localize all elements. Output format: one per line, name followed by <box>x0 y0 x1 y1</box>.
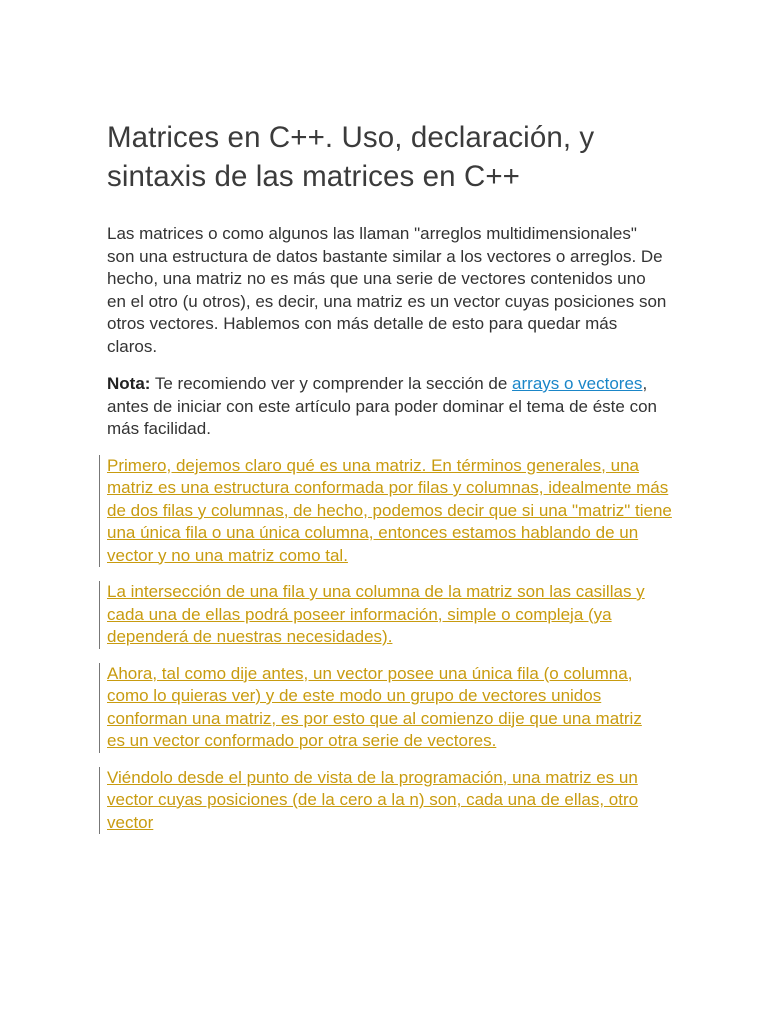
quote-paragraph-2[interactable]: La intersección de una fila y una columna de la matriz son las casillas y cada una de ellas podrá poseer información, simple o compleja (ya dependerá de nuestras necesidades). <box>107 581 647 649</box>
note-text-before-link: Te recomiendo ver y comprender la sección de <box>150 374 513 393</box>
arrays-vectores-link[interactable]: arrays o vectores <box>512 374 643 393</box>
article-title: Matrices en C++. Uso, declaración, y sintaxis de las matrices en C++ <box>107 121 595 193</box>
quote-paragraph-1[interactable]: Primero, dejemos claro qué es una matriz. En términos generales, una matriz es una estructura conformada por filas y columnas, idealmente más de dos filas y columnas, de hecho, podemos decir que si una "matriz" tiene una única fila o una única columna, entonces estamos hablando de un vector y no una matriz como tal. <box>107 455 673 568</box>
quote-paragraph-3[interactable]: Ahora, tal como dije antes, un vector posee una única fila (o columna, como lo quieras ver) y de este modo un grupo de vectores unidos conforman una matriz, es por esto que al comienzo dije que una matriz es un vector conformado por otra serie de vectores. <box>107 663 647 753</box>
note-text-after-link: , antes de iniciar con este artículo para poder dominar el tema de éste con más facilidad. <box>107 374 657 438</box>
quote-paragraph-4[interactable]: Viéndolo desde el punto de vista de la programación, una matriz es un vector cuyas posiciones (de la cero a la n) son, cada una de ellas, otro vector <box>107 767 667 835</box>
article <box>107 118 677 834</box>
intro-paragraph: Las matrices o como algunos las llaman "arreglos multidimensionales" son una estructura de datos bastante similar a los vectores o arreglos. De hecho, una matriz no es más que una serie de vectores contenidos uno en el otro (u otros), es decir, una matriz es un vector cuyas posiciones son otros vectores. Hablemos con más detalle de esto para quedar más claros. <box>107 224 667 356</box>
note-label: Nota: <box>107 374 151 393</box>
note-paragraph <box>107 373 667 441</box>
